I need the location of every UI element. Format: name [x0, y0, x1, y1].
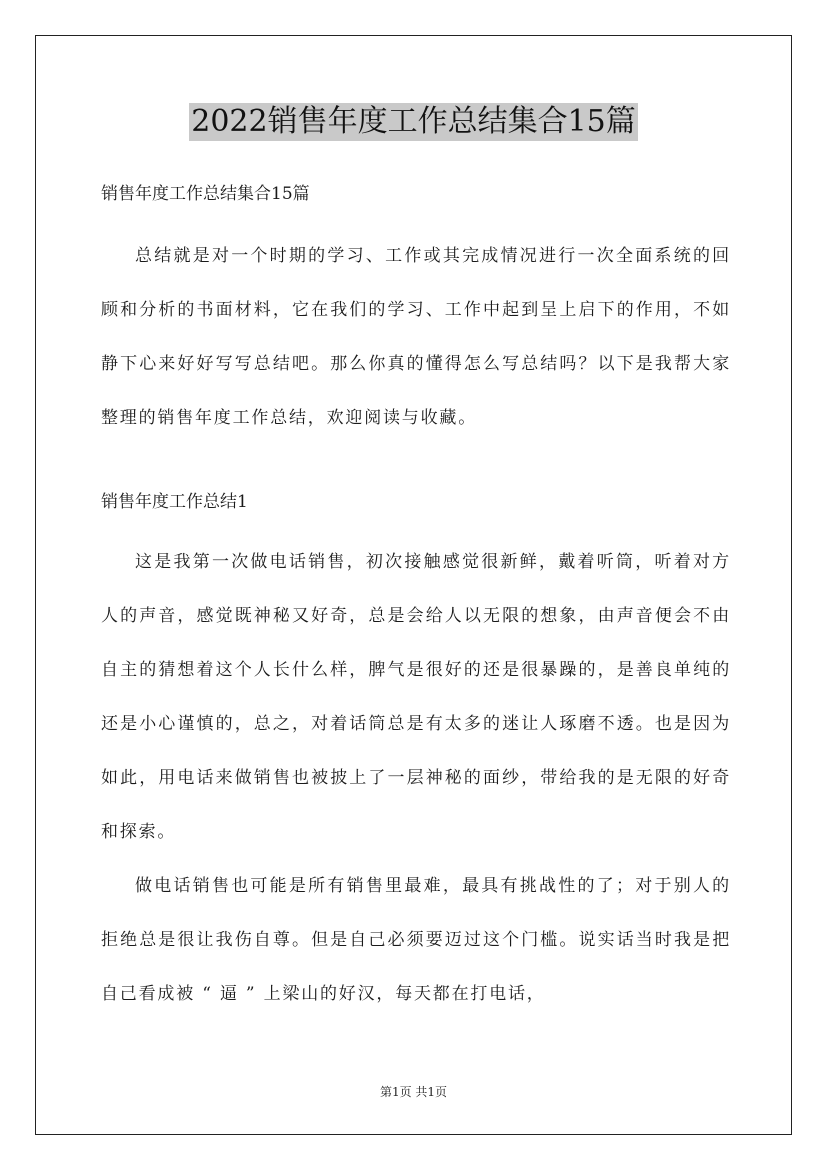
document-title: 2022销售年度工作总结集合15篇 — [191, 104, 636, 139]
intro-paragraph: 总结就是对一个时期的学习、工作或其完成情况进行一次全面系统的回顾和分析的书面材料，它在我们的学习、工作中起到呈上启下的作用，不如静下心来好好写写总结吧。那么你真的懂得怎么写总结吗？以下是我帮大家整理的销售年度工作总结，欢迎阅读与收藏。 — [101, 246, 731, 428]
section-paragraph: 这是我第一次做电话销售，初次接触感觉很新鲜，戴着听筒，听着对方人的声音，感觉既神秘又好奇，总是会给人以无限的想象，由声音便会不由自主的猜想着这个人长什么样，脾气是很好的还是很暴躁的，是善良单纯的还是小心谨慎的，总之，对着话筒总是有太多的迷让人琢磨不透。也是因为如此，用电话来做销售也被披上了一层神秘的面纱，带给我的是无限的好奇和探索。 — [101, 552, 731, 842]
page-footer: 第1页 共1页 — [379, 1085, 448, 1099]
section-heading: 销售年度工作总结1 — [101, 492, 248, 512]
section-paragraph: 做电话销售也可能是所有销售里最难，最具有挑战性的了；对于别人的拒绝总是很让我伤自尊。但是自己必须要迈过这个门槛。说实话当时我是把自己看成被 “ 逼 ” 上梁山的好汉，每天都在打电话， — [101, 876, 731, 1004]
title-container — [0, 103, 827, 141]
document-body — [101, 176, 731, 1021]
document-subtitle: 销售年度工作总结集合15篇 — [101, 184, 310, 204]
